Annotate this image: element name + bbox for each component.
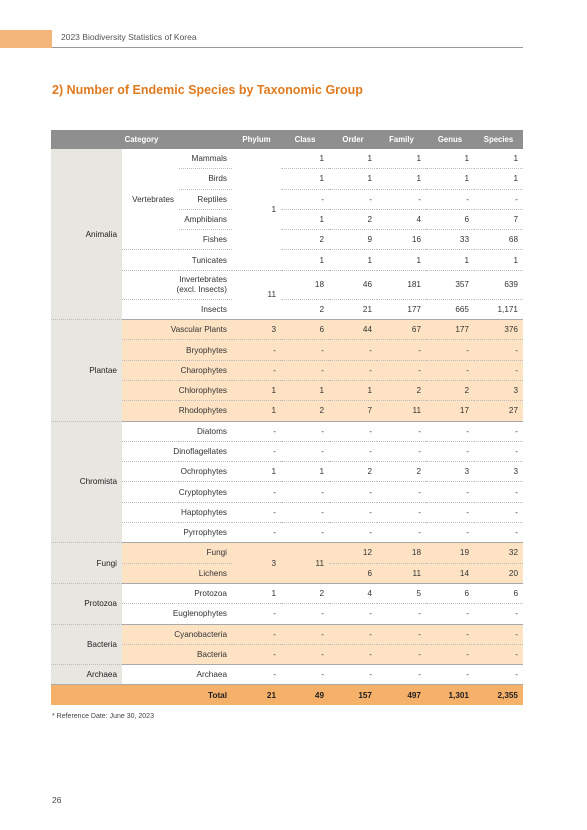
cell-species: - (474, 502, 523, 522)
cell-genus: - (426, 189, 474, 209)
cell-order: - (329, 340, 377, 360)
total-row (51, 685, 523, 706)
cell-genus: 3 (426, 462, 474, 482)
cell-family: 11 (377, 401, 426, 421)
cell-order: 44 (329, 320, 377, 340)
cell-species: 376 (474, 320, 523, 340)
cell-phylum: - (232, 360, 281, 380)
row-label: Bryophytes (122, 340, 232, 360)
cell-order: - (329, 523, 377, 543)
cell-class: 1 (281, 250, 329, 270)
row-label: Chlorophytes (122, 380, 232, 400)
row-label: Amphibians (179, 209, 232, 229)
cell-order: 9 (329, 230, 377, 250)
row-label: Ochrophytes (122, 462, 232, 482)
cell-species: - (474, 523, 523, 543)
table-row (51, 401, 523, 421)
row-label: Reptiles (179, 189, 232, 209)
total-order: 157 (329, 685, 377, 706)
cell-species: - (474, 441, 523, 461)
cell-order: 46 (329, 270, 377, 299)
row-label: Protozoa (122, 583, 232, 603)
cell-family: 1 (377, 250, 426, 270)
cell-genus: 6 (426, 209, 474, 229)
cell-genus: 17 (426, 401, 474, 421)
table-header-row (51, 130, 523, 149)
cell-genus: 665 (426, 299, 474, 319)
cell-family: 11 (377, 563, 426, 583)
cell-species: 32 (474, 543, 523, 563)
cell-species: - (474, 604, 523, 624)
cell-class: 18 (281, 270, 329, 299)
col-header-phylum: Phylum (232, 130, 281, 149)
cell-phylum: 1 (232, 583, 281, 603)
cell-class: - (281, 340, 329, 360)
table-row (51, 421, 523, 441)
table-row (51, 665, 523, 685)
cell-class: - (281, 502, 329, 522)
cell-order: 7 (329, 401, 377, 421)
cell-order: - (329, 502, 377, 522)
cell-phylum: - (232, 421, 281, 441)
cell-family: 1 (377, 149, 426, 169)
cell-family: - (377, 604, 426, 624)
row-label: Vascular Plants (122, 320, 232, 340)
table-row (51, 502, 523, 522)
cell-class: - (281, 624, 329, 644)
cell-genus: 2 (426, 380, 474, 400)
page-number: 26 (52, 795, 62, 805)
group-fungi: Fungi (51, 543, 122, 584)
row-label: Tunicates (122, 250, 232, 270)
cell-class: - (281, 604, 329, 624)
cell-phylum: - (232, 482, 281, 502)
cell-genus: - (426, 482, 474, 502)
total-genus: 1,301 (426, 685, 474, 706)
cell-species: 1 (474, 250, 523, 270)
cell-family: 4 (377, 209, 426, 229)
cell-genus: - (426, 502, 474, 522)
subgroup-vertebrates: Vertebrates (122, 149, 179, 250)
cell-order: 4 (329, 583, 377, 603)
row-sublabel: (excl. Insects) (176, 284, 227, 294)
cell-family: - (377, 523, 426, 543)
cell-species: 20 (474, 563, 523, 583)
cell-class: 2 (281, 583, 329, 603)
row-label: Cryptophytes (122, 482, 232, 502)
cell-class: 2 (281, 299, 329, 319)
total-phylum: 21 (232, 685, 281, 706)
table-row (51, 380, 523, 400)
cell-family: - (377, 502, 426, 522)
cell-genus: - (426, 523, 474, 543)
cell-phylum: - (232, 604, 281, 624)
cell-family: - (377, 441, 426, 461)
cell-class: 2 (281, 401, 329, 421)
cell-order: 1 (329, 380, 377, 400)
cell-genus: 177 (426, 320, 474, 340)
cell-phylum: - (232, 340, 281, 360)
cell-species: - (474, 624, 523, 644)
total-family: 497 (377, 685, 426, 706)
cell-family: - (377, 482, 426, 502)
row-label: Fungi (122, 543, 232, 563)
cell-family: 18 (377, 543, 426, 563)
cell-species: - (474, 421, 523, 441)
cell-order: - (329, 604, 377, 624)
cell-class: 6 (281, 320, 329, 340)
col-header-order: Order (329, 130, 377, 149)
cell-family: - (377, 360, 426, 380)
row-label: Birds (179, 169, 232, 189)
cell-genus: 1 (426, 169, 474, 189)
cell-family: - (377, 624, 426, 644)
table-row (51, 523, 523, 543)
row-label: Charophytes (122, 360, 232, 380)
cell-class: - (281, 421, 329, 441)
cell-class: - (281, 523, 329, 543)
cell-species: 1 (474, 169, 523, 189)
table-row (51, 340, 523, 360)
cell-species: - (474, 360, 523, 380)
cell-family: - (377, 421, 426, 441)
cell-genus: 33 (426, 230, 474, 250)
total-label: Total (51, 685, 232, 706)
cell-genus: 1 (426, 149, 474, 169)
cell-order: - (329, 441, 377, 461)
cell-genus: - (426, 665, 474, 685)
merged-phylum-value: 1 (232, 149, 281, 270)
cell-class: 1 (281, 380, 329, 400)
col-header-category: Category (51, 130, 232, 149)
cell-order: 1 (329, 169, 377, 189)
cell-class: 1 (281, 462, 329, 482)
row-label: Insects (122, 299, 232, 319)
table-row (51, 441, 523, 461)
row-label: Mammals (179, 149, 232, 169)
row-label: Bacteria (122, 644, 232, 664)
cell-family: - (377, 340, 426, 360)
merged-phylum-value: 11 (232, 270, 281, 319)
row-label: Rhodophytes (122, 401, 232, 421)
cell-order: 12 (329, 543, 377, 563)
table-row (51, 462, 523, 482)
section-title: 2) Number of Endemic Species by Taxonomic Group (52, 83, 363, 97)
col-header-family: Family (377, 130, 426, 149)
cell-family: - (377, 644, 426, 664)
cell-order: 2 (329, 209, 377, 229)
col-header-genus: Genus (426, 130, 474, 149)
table-row (51, 604, 523, 624)
cell-species: 3 (474, 462, 523, 482)
cell-species: - (474, 482, 523, 502)
table-row (51, 299, 523, 319)
cell-phylum: - (232, 523, 281, 543)
header-rule (52, 47, 523, 48)
cell-genus: - (426, 340, 474, 360)
cell-order: - (329, 421, 377, 441)
cell-class: - (281, 441, 329, 461)
cell-family: 16 (377, 230, 426, 250)
cell-class: 1 (281, 149, 329, 169)
cell-genus: 1 (426, 250, 474, 270)
cell-species: - (474, 340, 523, 360)
cell-family: 177 (377, 299, 426, 319)
cell-species: - (474, 644, 523, 664)
row-label: Fishes (179, 230, 232, 250)
cell-genus: - (426, 421, 474, 441)
cell-order: - (329, 360, 377, 380)
cell-class: - (281, 665, 329, 685)
cell-family: 67 (377, 320, 426, 340)
cell-class: - (281, 189, 329, 209)
cell-class: 2 (281, 230, 329, 250)
row-label: Haptophytes (122, 502, 232, 522)
group-protozoa: Protozoa (51, 583, 122, 624)
cell-species: 1,171 (474, 299, 523, 319)
cell-phylum: - (232, 624, 281, 644)
row-label: Diatoms (122, 421, 232, 441)
cell-order: 1 (329, 149, 377, 169)
cell-order: 21 (329, 299, 377, 319)
cell-phylum: - (232, 644, 281, 664)
cell-species: 68 (474, 230, 523, 250)
total-species: 2,355 (474, 685, 523, 706)
cell-order: 2 (329, 462, 377, 482)
group-bacteria: Bacteria (51, 624, 122, 665)
endemic-species-table (51, 130, 523, 705)
group-animalia: Animalia (51, 149, 122, 320)
row-label: Invertebrates (179, 275, 227, 285)
cell-genus: 14 (426, 563, 474, 583)
row-label-invertebrates (122, 270, 232, 299)
running-header: 2023 Biodiversity Statistics of Korea (61, 32, 197, 42)
cell-class: 1 (281, 169, 329, 189)
cell-species: 27 (474, 401, 523, 421)
row-label: Lichens (122, 563, 232, 583)
cell-species: - (474, 665, 523, 685)
table-row (51, 149, 523, 169)
cell-genus: 6 (426, 583, 474, 603)
group-chromista: Chromista (51, 421, 122, 543)
cell-species: 639 (474, 270, 523, 299)
col-header-species: Species (474, 130, 523, 149)
cell-phylum: - (232, 502, 281, 522)
cell-genus: - (426, 360, 474, 380)
group-plantae: Plantae (51, 320, 122, 421)
table-row (51, 583, 523, 603)
table-row (51, 250, 523, 270)
cell-family: 2 (377, 462, 426, 482)
cell-family: - (377, 189, 426, 209)
cell-genus: - (426, 604, 474, 624)
cell-genus: 19 (426, 543, 474, 563)
table-row (51, 644, 523, 664)
cell-species: - (474, 189, 523, 209)
cell-family: 2 (377, 380, 426, 400)
cell-phylum: 1 (232, 462, 281, 482)
table-row (51, 270, 523, 299)
cell-order: - (329, 644, 377, 664)
row-label: Pyrrophytes (122, 523, 232, 543)
cell-species: 7 (474, 209, 523, 229)
table-row (51, 624, 523, 644)
cell-class: - (281, 644, 329, 664)
cell-phylum: 3 (232, 320, 281, 340)
cell-class: - (281, 360, 329, 380)
table-row (51, 320, 523, 340)
cell-order: - (329, 189, 377, 209)
header-accent-tab (0, 30, 52, 48)
cell-order: 6 (329, 563, 377, 583)
merged-phylum-value: 3 (232, 543, 281, 584)
cell-species: 1 (474, 149, 523, 169)
row-label: Archaea (122, 665, 232, 685)
group-archaea: Archaea (51, 665, 122, 685)
cell-order: - (329, 665, 377, 685)
cell-family: - (377, 665, 426, 685)
row-label: Dinoflagellates (122, 441, 232, 461)
cell-species: 3 (474, 380, 523, 400)
cell-family: 5 (377, 583, 426, 603)
col-header-class: Class (281, 130, 329, 149)
cell-family: 181 (377, 270, 426, 299)
cell-order: - (329, 482, 377, 502)
table-row (51, 543, 523, 563)
cell-order: - (329, 624, 377, 644)
cell-genus: - (426, 624, 474, 644)
cell-phylum: - (232, 665, 281, 685)
row-label: Euglenophytes (122, 604, 232, 624)
cell-class: 1 (281, 209, 329, 229)
cell-genus: 357 (426, 270, 474, 299)
cell-phylum: - (232, 441, 281, 461)
cell-genus: - (426, 441, 474, 461)
cell-phylum: 1 (232, 401, 281, 421)
cell-family: 1 (377, 169, 426, 189)
cell-class: - (281, 482, 329, 502)
cell-phylum: 1 (232, 380, 281, 400)
row-label: Cyanobacteria (122, 624, 232, 644)
cell-genus: - (426, 644, 474, 664)
cell-species: 6 (474, 583, 523, 603)
footnote-reference-date: * Reference Date: June 30, 2023 (52, 713, 154, 720)
merged-class-value: 11 (281, 543, 329, 584)
table-row (51, 482, 523, 502)
total-class: 49 (281, 685, 329, 706)
cell-order: 1 (329, 250, 377, 270)
table-row (51, 360, 523, 380)
